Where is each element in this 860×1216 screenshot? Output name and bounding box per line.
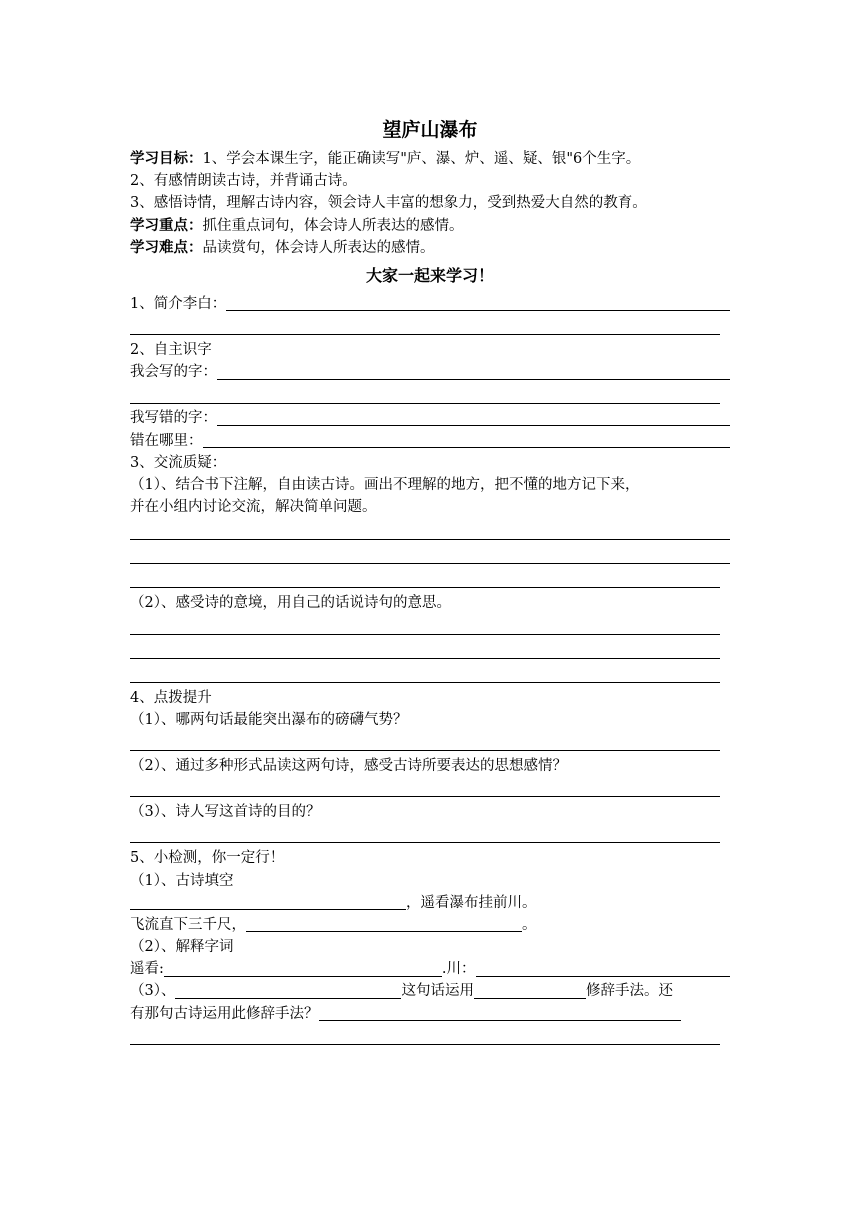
q3-blank-2[interactable] bbox=[474, 982, 586, 999]
word-2-label: .川： bbox=[441, 961, 476, 978]
s4-q3: （3）、诗人写这首诗的目的？ bbox=[130, 804, 321, 821]
answer-line[interactable] bbox=[130, 1025, 730, 1049]
where-wrong-blank[interactable] bbox=[203, 431, 731, 448]
wrong-chars-blank[interactable] bbox=[217, 409, 730, 426]
answer-line[interactable] bbox=[130, 544, 730, 568]
answer-line[interactable] bbox=[130, 518, 730, 544]
where-wrong-line bbox=[130, 430, 730, 452]
rhetoric-line-2 bbox=[130, 1003, 730, 1025]
answer-line[interactable] bbox=[130, 639, 730, 663]
goal-1: 1、学会本课生字，能正确读写"庐、瀑、炉、遥、疑、银"6个生字。 bbox=[202, 150, 641, 167]
s5-q2: （2）、解释字词 bbox=[130, 939, 234, 956]
poem-line-2-head: 飞流直下三千尺， bbox=[130, 916, 246, 933]
q3-head: （3）、 bbox=[130, 983, 176, 1000]
where-wrong-label: 错在哪里： bbox=[130, 432, 203, 449]
answer-line[interactable] bbox=[130, 384, 730, 408]
wrong-chars-line bbox=[130, 408, 730, 430]
s4-q1: （1）、哪两句话最能突出瀑布的磅礴气势？ bbox=[130, 711, 408, 728]
answer-line[interactable] bbox=[130, 568, 730, 592]
li-bai-blank[interactable] bbox=[226, 294, 730, 311]
goal-2: 2、有感情朗读古诗，并背诵古诗。 bbox=[130, 173, 357, 190]
li-bai-intro-line bbox=[130, 293, 730, 315]
s3-q1b: 并在小组内讨论交流，解决简单问题。 bbox=[130, 499, 377, 516]
page-title: 望庐山瀑布 bbox=[382, 119, 478, 141]
worksheet bbox=[130, 112, 730, 1049]
s2-heading: 2、自主识字 bbox=[130, 342, 212, 359]
answer-line[interactable] bbox=[130, 615, 730, 639]
poem-line-2-tail: 。 bbox=[522, 916, 537, 933]
s4-q2: （2）、通过多种形式品读这两句诗，感受古诗所要表达的思想感情？ bbox=[130, 757, 567, 774]
word-explain-line bbox=[130, 958, 730, 980]
s5-q1: （1）、古诗填空 bbox=[130, 872, 234, 889]
q3-second: 有那句古诗运用此修辞手法？ bbox=[130, 1005, 319, 1022]
s3-heading: 3、交流质疑： bbox=[130, 454, 227, 471]
rhetoric-line bbox=[130, 981, 730, 1003]
difficulty-text: 品读赏句，体会诗人所表达的感情。 bbox=[202, 239, 435, 256]
q3-blank-3[interactable] bbox=[319, 1004, 681, 1021]
poem-blank-1[interactable] bbox=[130, 893, 406, 910]
write-chars-label: 我会写的字： bbox=[130, 364, 217, 381]
answer-line[interactable] bbox=[130, 315, 730, 339]
focus-text: 抓住重点词句，体会诗人所表达的感情。 bbox=[202, 217, 464, 234]
answer-line[interactable] bbox=[130, 777, 730, 801]
goal-3: 3、感悟诗情，理解古诗内容，领会诗人丰富的想象力，受到热爱大自然的教育。 bbox=[130, 195, 647, 212]
poem-fill-line-2 bbox=[130, 914, 730, 936]
answer-line[interactable] bbox=[130, 663, 730, 687]
li-bai-label: 1、简介李白： bbox=[130, 295, 227, 312]
poem-line-1-tail: ，遥看瀑布挂前川。 bbox=[406, 894, 537, 911]
difficulty-label: 学习难点： bbox=[130, 238, 203, 256]
difficulty-line bbox=[130, 237, 730, 259]
focus-line bbox=[130, 215, 730, 237]
answer-line[interactable] bbox=[130, 823, 730, 847]
poem-blank-2[interactable] bbox=[246, 915, 522, 932]
goals-label: 学习目标： bbox=[130, 149, 203, 167]
section-subtitle: 大家一起来学习！ bbox=[365, 265, 494, 285]
write-chars-line bbox=[130, 361, 730, 383]
goal-line-1 bbox=[130, 148, 730, 170]
word-2-blank[interactable] bbox=[476, 960, 731, 977]
q3-blank-1[interactable] bbox=[175, 982, 401, 999]
s3-q1a: （1）、结合书下注解，自由读古诗。画出不理解的地方，把不懂的地方记下来， bbox=[130, 477, 640, 494]
focus-label: 学习重点： bbox=[130, 216, 203, 234]
s5-heading: 5、小检测，你一定行！ bbox=[130, 850, 285, 867]
s3-q2: （2）、感受诗的意境，用自己的话说诗句的意思。 bbox=[130, 595, 451, 612]
wrong-chars-label: 我写错的字： bbox=[130, 410, 217, 427]
write-chars-blank[interactable] bbox=[217, 363, 730, 380]
q3-tail: 修辞手法。还 bbox=[585, 983, 673, 1000]
answer-line[interactable] bbox=[130, 731, 730, 755]
poem-fill-line-1 bbox=[130, 892, 730, 914]
q3-mid: 这句话运用 bbox=[401, 983, 474, 1000]
word-1-label: 遥看: bbox=[130, 961, 164, 978]
word-1-blank[interactable] bbox=[164, 960, 442, 977]
s4-heading: 4、点拨提升 bbox=[130, 689, 212, 706]
